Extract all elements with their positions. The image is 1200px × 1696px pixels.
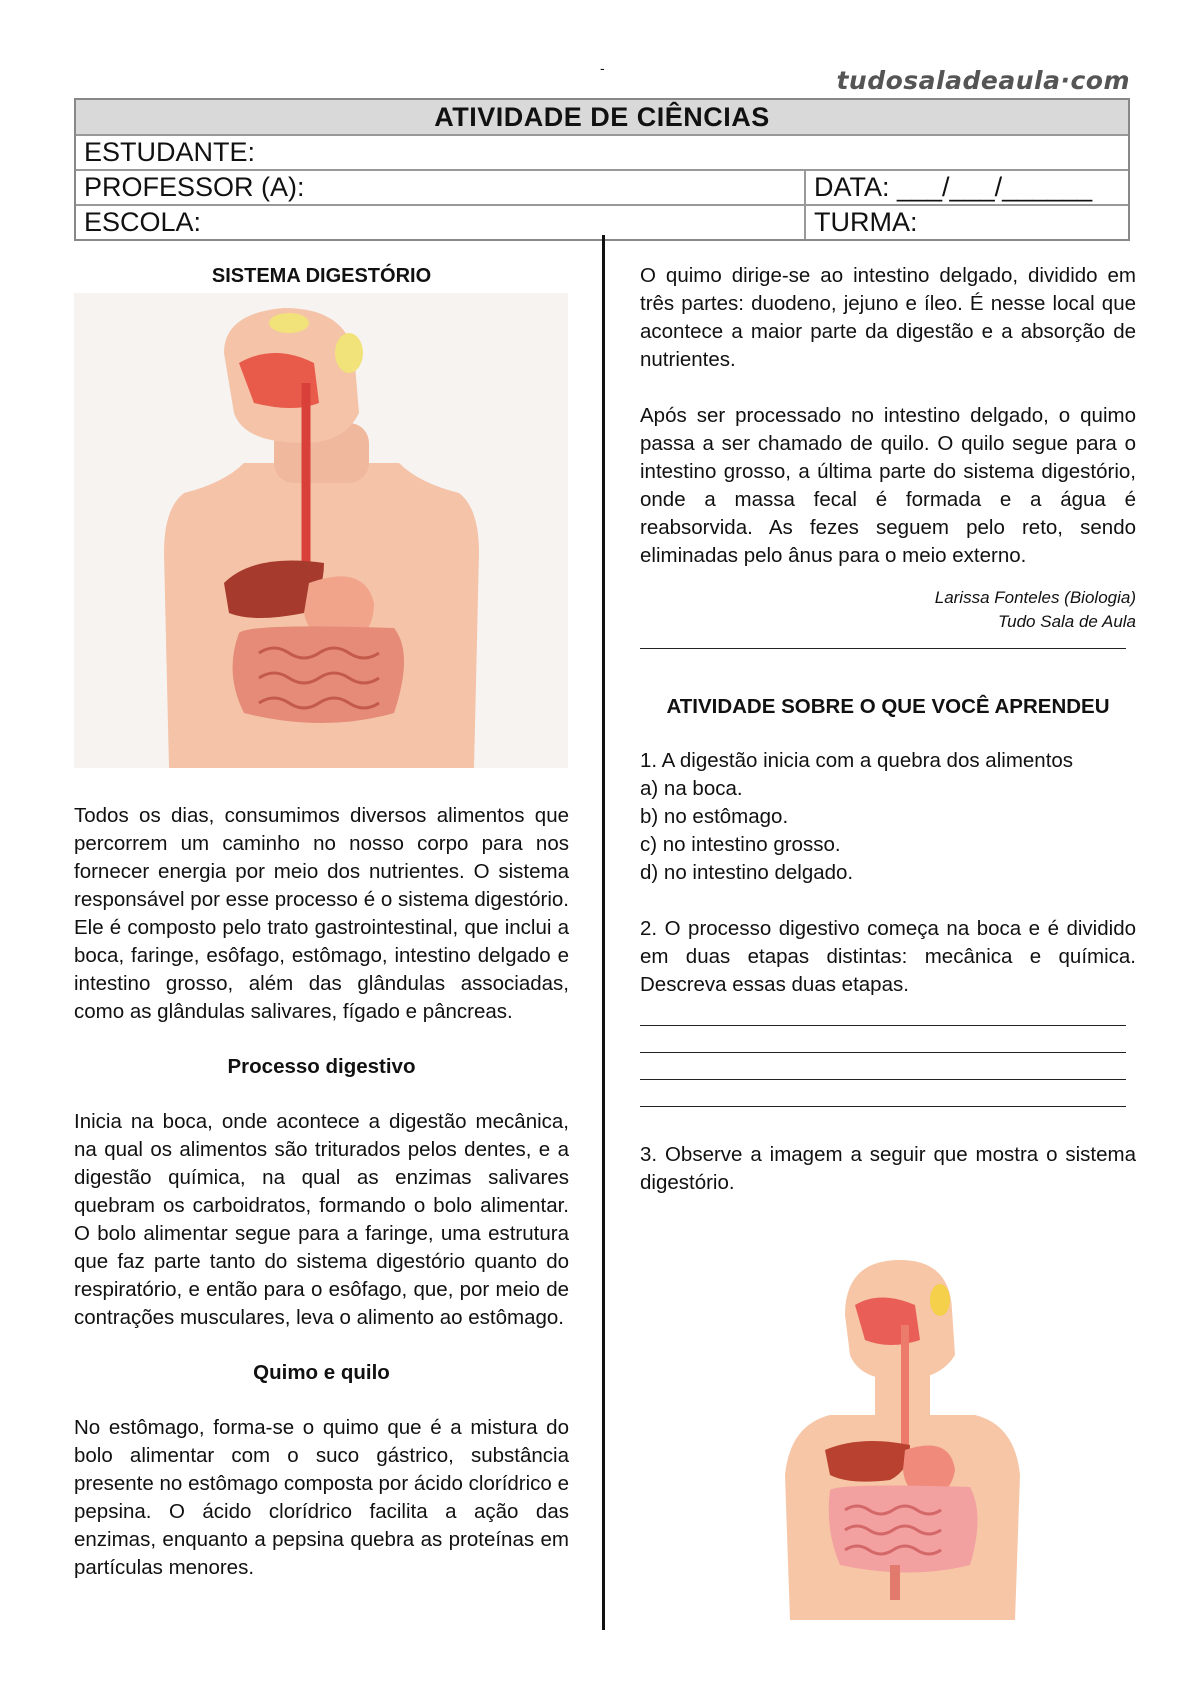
column-divider: [602, 235, 605, 1630]
date-label: DATA: ___/___/______: [814, 172, 1093, 202]
answer-line[interactable]: [640, 1053, 1126, 1080]
right-column: [640, 262, 1136, 1197]
quimo-paragraph: No estômago, forma-se o quimo que é a mistura do bolo alimentar com o suco gástrico, substância presente no estômago composta por ácido clorídrico e pepsina. O ácido clorídrico facilita a ação das enzimas, enquanto a pepsina quebra as proteínas em partículas menores.: [74, 1416, 569, 1579]
student-label: ESTUDANTE:: [84, 137, 256, 167]
school-row: [76, 204, 1128, 239]
question-1-option-a: a) na boca.: [640, 777, 743, 800]
activity-title: ATIVIDADE SOBRE O QUE VOCÊ APRENDEU: [666, 695, 1110, 718]
header-title-row: [76, 100, 1128, 134]
question-1-option-b: b) no estômago.: [640, 805, 789, 828]
intro-paragraph: Todos os dias, consumimos diversos alimentos que percorrem um caminho no nosso corpo para nos fornecer energia por meio dos nutrientes. O sistema responsável por esse processo é o sistema digestório. Ele é composto pelo trato gastrointestinal, que inclui a boca, faringe, esôfago, estômago, intestino delgado e intestino grosso, além das glândulas associadas, como as glândulas salivares, fígado e pâncreas.: [74, 804, 569, 1023]
question-3: 3. Observe a imagem a seguir que mostra o sistema digestório.: [640, 1143, 1136, 1194]
author-name: Larissa Fonteles (Biologia): [934, 588, 1136, 607]
question-1-option-c: c) no intestino grosso.: [640, 833, 841, 856]
header-table: [74, 98, 1130, 241]
left-text-block: [74, 802, 569, 1582]
processo-paragraph: Inicia na boca, onde acontece a digestão mecânica, na qual os alimentos são triturados pelos dentes, e a digestão química, na qual as enzimas salivares quebram os carboidratos, formando o bolo alimentar. O bolo alimentar segue para a faringe, uma estrutura que faz parte tanto do sistema digestório quanto do respiratório, e então para o esôfago, que, por meio de contrações musculares, leva o alimento ao estômago.: [74, 1110, 569, 1329]
answer-line[interactable]: [640, 1026, 1126, 1053]
digestive-system-diagram: [770, 1255, 1030, 1620]
header-title: ATIVIDADE DE CIÊNCIAS: [434, 101, 770, 132]
digestive-diagram-drawing: [770, 1255, 1030, 1620]
duodeno-paragraph: O quimo dirige-se ao intestino delgado, dividido em três partes: duodeno, jejuno e íleo. É nesse local que acontece a maior parte da digestão e a absorção de nutrientes.: [640, 264, 1136, 371]
teacher-row: [76, 169, 1128, 204]
left-column: [74, 262, 569, 290]
source-name: Tudo Sala de Aula: [998, 612, 1136, 631]
section-title-quimo: Quimo e quilo: [253, 1361, 390, 1384]
question-1-option-d: d) no intestino delgado.: [640, 861, 854, 884]
teacher-label: PROFESSOR (A):: [76, 171, 806, 204]
answer-line[interactable]: [640, 1005, 1126, 1026]
quilo-paragraph: Após ser processado no intestino delgado, o quimo passa a ser chamado de quilo. O quilo segue para o intestino grosso, a última parte do sistema digestório, onde a massa fecal é formada e a água é reabsorvida. As fezes seguem pelo reto, sendo eliminadas pelo ânus para o meio externo.: [640, 404, 1136, 567]
top-mark: -: [600, 60, 605, 76]
separator-line: [640, 648, 1126, 649]
digestive-system-drawing: [74, 293, 568, 768]
site-logo: tudosaladeaula·com: [836, 66, 1130, 95]
student-row: [76, 134, 1128, 169]
school-label: ESCOLA:: [76, 206, 806, 239]
section-title-processo: Processo digestivo: [227, 1055, 416, 1078]
answer-line[interactable]: [640, 1080, 1126, 1107]
article-title: SISTEMA DIGESTÓRIO: [211, 265, 432, 287]
question-2: 2. O processo digestivo começa na boca e é dividido em duas etapas distintas: mecânica e química. Descreva essas duas etapas.: [640, 917, 1136, 996]
answer-lines: [640, 1005, 1126, 1107]
class-label: TURMA:: [814, 207, 918, 237]
question-1: 1. A digestão inicia com a quebra dos alimentos: [640, 749, 1074, 772]
digestive-system-illustration: [74, 293, 568, 768]
